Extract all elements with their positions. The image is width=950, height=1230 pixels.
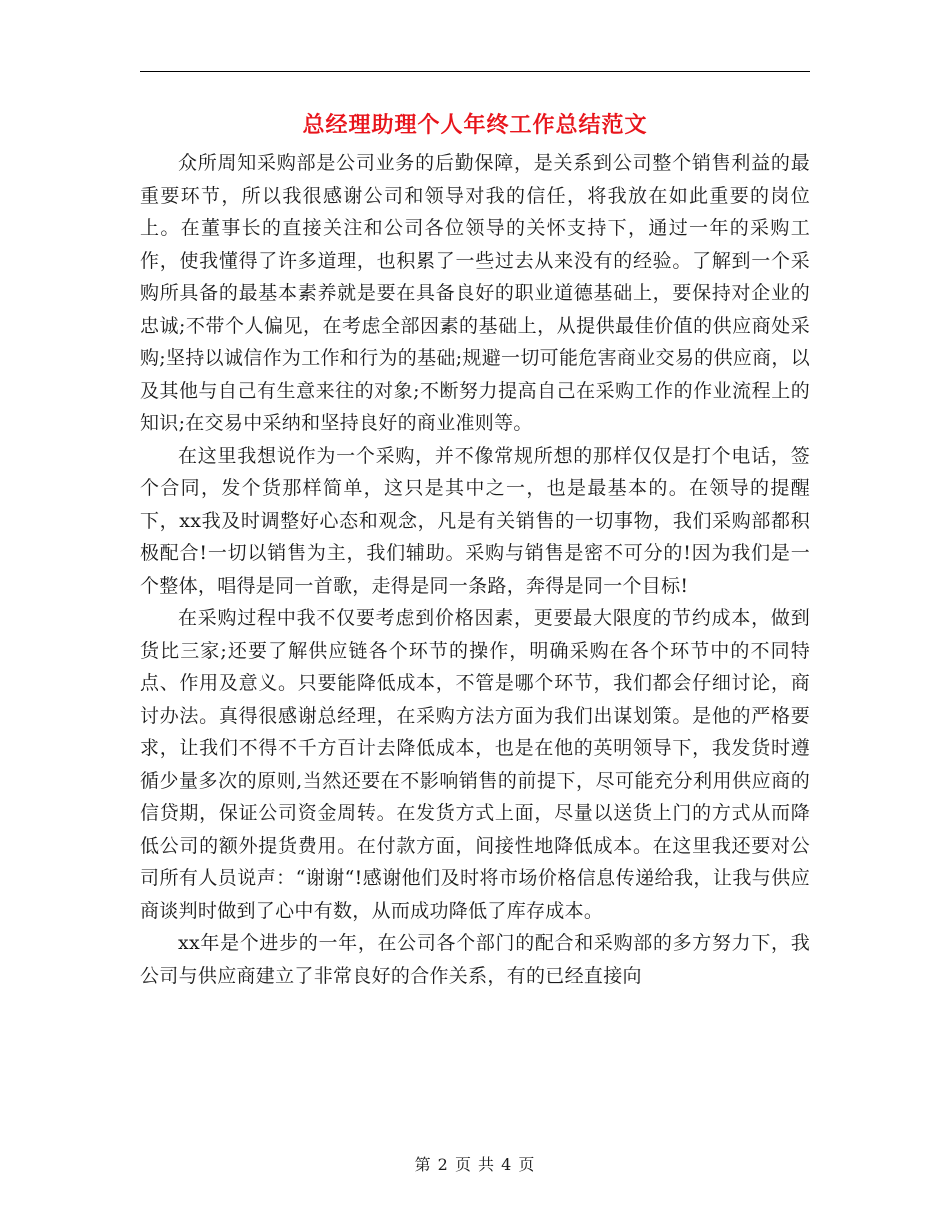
header-rule xyxy=(140,71,810,72)
paragraph-1: 众所周知采购部是公司业务的后勤保障，是关系到公司整个销售利益的最重要环节，所以我很感谢公司和领导对我的信任，将我放在如此重要的岗位上。在董事长的直接关注和公司各位领导的关怀支持下，通过一年的采购工作，使我懂得了许多道理，也积累了一些过去从来没有的经验。了解到一个采购所具备的最基本素养就是要在具备良好的职业道德基础上，要保持对企业的忠诚;不带个人偏见，在考虑全部因素的基础上，从提供最佳价值的供应商处采购;坚持以诚信作为工作和行为的基础;规避一切可能危害商业交易的供应商，以及其他与自己有生意来往的对象;不断努力提高自己在采购工作的作业流程上的知识;在交易中采纳和坚持良好的商业准则等。 xyxy=(140,152,810,434)
paragraph-3: 在采购过程中我不仅要考虑到价格因素，更要最大限度的节约成本，做到货比三家;还要了解供应链各个环节的操作，明确采购在各个环节中的不同特点、作用及意义。只要能降低成本，不管是哪个环节，我们都会仔细讨论，商讨办法。真得很感谢总经理，在采购方法方面为我们出谋划策。是他的严格要求，让我们不得不千方百计去降低成本，也是在他的英明领导下，我发货时遵循少量多次的原则,当然还要在不影响销售的前提下，尽可能充分利用供应商的信贷期，保证公司资金周转。在发货方式上面，尽量以送货上门的方式从而降低公司的额外提货费用。在付款方面，间接性地降低成本。在这里我还要对公司所有人员说声：“谢谢“!感谢他们及时将市场价格信息传递给我，让我与供应商谈判时做到了心中有数，从而成功降低了库存成本。 xyxy=(140,607,810,922)
page-number: 第 2 页 共 4 页 xyxy=(414,1155,536,1174)
paragraph-4: xx年是个进步的一年，在公司各个部门的配合和采购部的多方努力下，我公司与供应商建立了非常良好的合作关系，有的已经直接向 xyxy=(140,932,810,987)
document-title: 总经理助理个人年终工作总结范文 xyxy=(302,112,648,138)
paragraph-2: 在这里我想说作为一个采购，并不像常规所想的那样仅仅是打个电话，签个合同，发个货那样简单，这只是其中之一，也是最基本的。在领导的提醒下，xx我及时调整好心态和观念，凡是有关销售的一切事物，我们采购部都积极配合!一切以销售为主，我们辅助。采购与销售是密不可分的!因为我们是一个整体，唱得是同一首歌，走得是同一条路，奔得是同一个目标! xyxy=(140,444,810,597)
document-body xyxy=(140,147,810,992)
